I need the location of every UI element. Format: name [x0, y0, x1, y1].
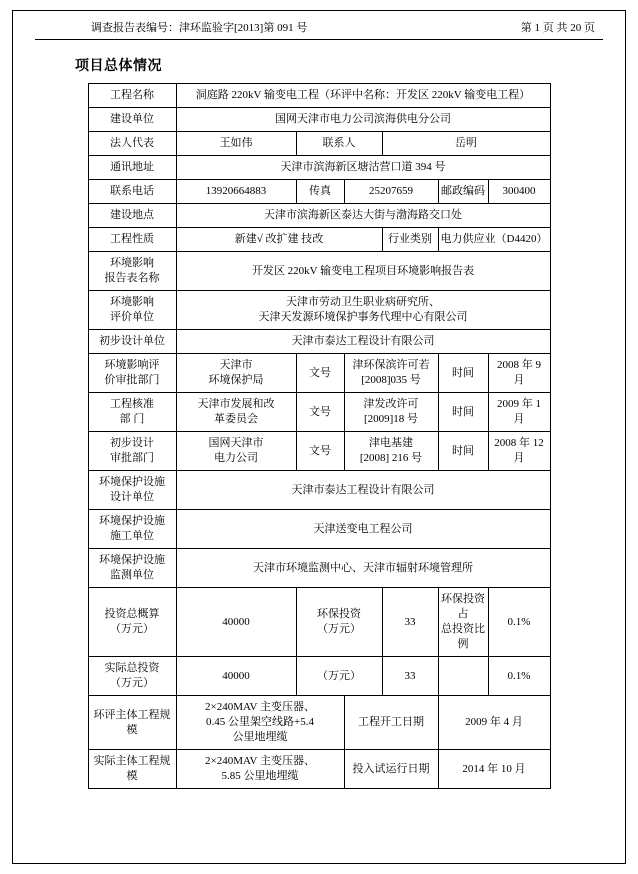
table-row — [88, 432, 550, 471]
total-budget-label-line2: （万元） — [110, 623, 154, 635]
actual-scale-value-line1: 2×240MAV 主变压器、 — [204, 755, 315, 767]
project-approve-label-line2: 部 门 — [119, 413, 145, 425]
report-name-label-line2: 报告表名称 — [104, 272, 160, 284]
eia-approve-docno-label: 文号 — [296, 354, 344, 393]
prelim-design-value: 天津市泰达工程设计有限公司 — [176, 330, 550, 354]
actual-invest-label-line1: 实际总投资 — [104, 662, 160, 674]
total-budget-value: 40000 — [176, 588, 296, 657]
env-invest-label-line1: 环保投资 — [317, 608, 361, 620]
site-value: 天津市滨海新区泰达大街与渤海路交口处 — [176, 204, 550, 228]
table-row — [88, 204, 550, 228]
table-row — [88, 657, 550, 696]
table-row — [88, 510, 550, 549]
fax-label: 传真 — [296, 180, 344, 204]
legal-rep-value: 王如伟 — [176, 132, 296, 156]
project-approve-docno — [344, 393, 438, 432]
address-value: 天津市滨海新区塘沽营口道 394 号 — [176, 156, 550, 180]
page-number: 第 1 页 共 20 页 — [520, 22, 595, 34]
eia-approve-docno — [344, 354, 438, 393]
table-row — [88, 180, 550, 204]
eia-scale-value-line1: 2×240MAV 主变压器、 — [204, 701, 315, 713]
report-name-value: 开发区 220kV 输变电工程项目环境影响报告表 — [176, 252, 550, 291]
eia-approve-unit-line1: 天津市 — [219, 359, 253, 371]
eia-approve-time-label: 时间 — [438, 354, 488, 393]
env-monitor-label — [88, 549, 176, 588]
design-approve-label — [88, 432, 176, 471]
eia-unit-value-line2: 天津天发源环境保护事务代理中心有限公司 — [258, 311, 468, 323]
run-date-label: 投入试运行日期 — [344, 750, 438, 789]
page-content — [13, 11, 625, 863]
industry-label: 行业类别 — [382, 228, 438, 252]
site-label: 建设地点 — [88, 204, 176, 228]
design-approve-docno-label: 文号 — [296, 432, 344, 471]
actual-invest-label-line2: （万元） — [110, 677, 154, 689]
eia-scale-value — [176, 696, 344, 750]
postcode-value: 300400 — [488, 180, 550, 204]
actual-invest-value: 40000 — [176, 657, 296, 696]
env-invest-label-line2: （万元） — [317, 623, 361, 635]
eia-unit-value — [176, 291, 550, 330]
project-approve-unit-line1: 天津市发展和改 — [197, 398, 275, 410]
eia-unit-value-line1: 天津市劳动卫生职业病研究所、 — [286, 296, 440, 308]
env-build-label — [88, 510, 176, 549]
eia-unit-label-line2: 评价单位 — [110, 311, 154, 323]
table-row — [88, 696, 550, 750]
env-ratio-actual-value: 0.1% — [488, 657, 550, 696]
table-row — [88, 84, 550, 108]
report-name-label — [88, 252, 176, 291]
env-build-value: 天津送变电工程公司 — [176, 510, 550, 549]
eia-scale-label: 环评主体工程规模 — [88, 696, 176, 750]
table-row — [88, 750, 550, 789]
eia-approve-unit — [176, 354, 296, 393]
table-row — [88, 291, 550, 330]
start-date-label: 工程开工日期 — [344, 696, 438, 750]
construction-unit-label: 建设单位 — [88, 108, 176, 132]
table-row — [88, 156, 550, 180]
env-invest-label — [296, 588, 382, 657]
project-approve-docno-line2: [2009]18 号 — [363, 413, 419, 425]
phone-value: 13920664883 — [176, 180, 296, 204]
page-header — [13, 11, 625, 41]
report-number: 调查报告表编号：津环监验字[2013]第 091 号 — [91, 22, 308, 34]
env-design-label — [88, 471, 176, 510]
project-approve-label — [88, 393, 176, 432]
env-design-label-line1: 环境保护设施 — [99, 476, 165, 488]
env-ratio-budget-value: 0.1% — [488, 588, 550, 657]
design-approve-unit-line2: 电力公司 — [214, 452, 258, 464]
table-row — [88, 393, 550, 432]
env-monitor-label-line2: 监测单位 — [110, 569, 154, 581]
env-ratio-label-line1: 环保投资占 — [441, 593, 485, 620]
project-name-label: 工程名称 — [88, 84, 176, 108]
section-title: 项目总体情况 — [75, 59, 162, 74]
design-approve-label-line1: 初步设计 — [110, 437, 154, 449]
design-approve-docno-line2: [2008] 216 号 — [359, 452, 423, 464]
total-budget-label — [88, 588, 176, 657]
project-approve-time-value: 2009 年 1 月 — [488, 393, 550, 432]
total-budget-label-line1: 投资总概算 — [104, 608, 160, 620]
legal-rep-label: 法人代表 — [88, 132, 176, 156]
table-row — [88, 354, 550, 393]
eia-approve-label-line2: 价审批部门 — [104, 374, 160, 386]
table-row — [88, 108, 550, 132]
project-approve-unit — [176, 393, 296, 432]
eia-scale-value-line2: 0.45 公里架空线路+5.4 — [206, 716, 314, 728]
design-approve-unit — [176, 432, 296, 471]
project-approve-label-line1: 工程核准 — [110, 398, 154, 410]
project-approve-unit-line2: 革委员会 — [214, 413, 258, 425]
header-divider — [35, 39, 603, 40]
prelim-design-label: 初步设计单位 — [88, 330, 176, 354]
eia-approve-label — [88, 354, 176, 393]
eia-scale-value-line3: 公里地埋缆 — [232, 731, 288, 743]
eia-unit-label-line1: 环境影响 — [110, 296, 154, 308]
table-row — [88, 252, 550, 291]
project-name-value: 洞庭路 220kV 输变电工程（环评中名称：开发区 220kV 输变电工程） — [176, 84, 550, 108]
env-build-label-line1: 环境保护设施 — [99, 515, 165, 527]
project-approve-time-label: 时间 — [438, 393, 488, 432]
address-label: 通讯地址 — [88, 156, 176, 180]
table-row — [88, 132, 550, 156]
design-approve-unit-line1: 国网天津市 — [208, 437, 264, 449]
fax-value: 25207659 — [344, 180, 438, 204]
design-approve-time-label: 时间 — [438, 432, 488, 471]
table-row — [88, 588, 550, 657]
env-ratio-label-line2: 总投资比例 — [441, 623, 485, 650]
run-date-value: 2014 年 10 月 — [438, 750, 550, 789]
start-date-value: 2009 年 4 月 — [438, 696, 550, 750]
table-row — [88, 330, 550, 354]
env-ratio-label — [438, 588, 488, 657]
env-design-label-line2: 设计单位 — [110, 491, 154, 503]
actual-scale-label: 实际主体工程规模 — [88, 750, 176, 789]
env-monitor-label-line1: 环境保护设施 — [99, 554, 165, 566]
contact-value: 岳明 — [382, 132, 550, 156]
nature-value: 新建√ 改扩建 技改 — [176, 228, 382, 252]
design-approve-time-value: 2008 年 12 月 — [488, 432, 550, 471]
env-monitor-value: 天津市环境监测中心、天津市辐射环境管理所 — [176, 549, 550, 588]
actual-invest-label — [88, 657, 176, 696]
env-invest-label-2-line1: （万元） — [317, 669, 361, 682]
design-approve-docno-line1: 津电基建 — [369, 437, 413, 449]
design-approve-label-line2: 审批部门 — [110, 452, 154, 464]
eia-approve-docno-line1: 津环保滨许可若 — [352, 359, 430, 371]
table-row — [88, 549, 550, 588]
project-approve-docno-label: 文号 — [296, 393, 344, 432]
env-ratio-label-2 — [438, 657, 488, 696]
design-approve-docno — [344, 432, 438, 471]
table-row — [88, 228, 550, 252]
postcode-label: 邮政编码 — [438, 180, 488, 204]
phone-label: 联系电话 — [88, 180, 176, 204]
eia-approve-label-line1: 环境影响评 — [104, 359, 160, 371]
construction-unit-value: 国网天津市电力公司滨海供电分公司 — [176, 108, 550, 132]
actual-scale-value — [176, 750, 344, 789]
env-invest-label-2 — [296, 657, 382, 696]
env-design-value: 天津市泰达工程设计有限公司 — [176, 471, 550, 510]
report-name-label-line1: 环境影响 — [110, 257, 154, 269]
eia-approve-time-value: 2008 年 9 月 — [488, 354, 550, 393]
contact-label: 联系人 — [296, 132, 382, 156]
eia-approve-unit-line2: 环境保护局 — [208, 374, 264, 386]
project-overview-table — [88, 83, 551, 789]
industry-value: 电力供应业（D4420） — [438, 228, 550, 252]
nature-label: 工程性质 — [88, 228, 176, 252]
table-row — [88, 471, 550, 510]
env-build-label-line2: 施工单位 — [110, 530, 154, 542]
actual-scale-value-line2: 5.85 公里地埋缆 — [221, 770, 299, 782]
env-invest-actual-value: 33 — [382, 657, 438, 696]
env-invest-budget-value: 33 — [382, 588, 438, 657]
eia-approve-docno-line2: [2008]035 号 — [361, 374, 421, 386]
project-approve-docno-line1: 津发改许可 — [363, 398, 419, 410]
eia-unit-label — [88, 291, 176, 330]
